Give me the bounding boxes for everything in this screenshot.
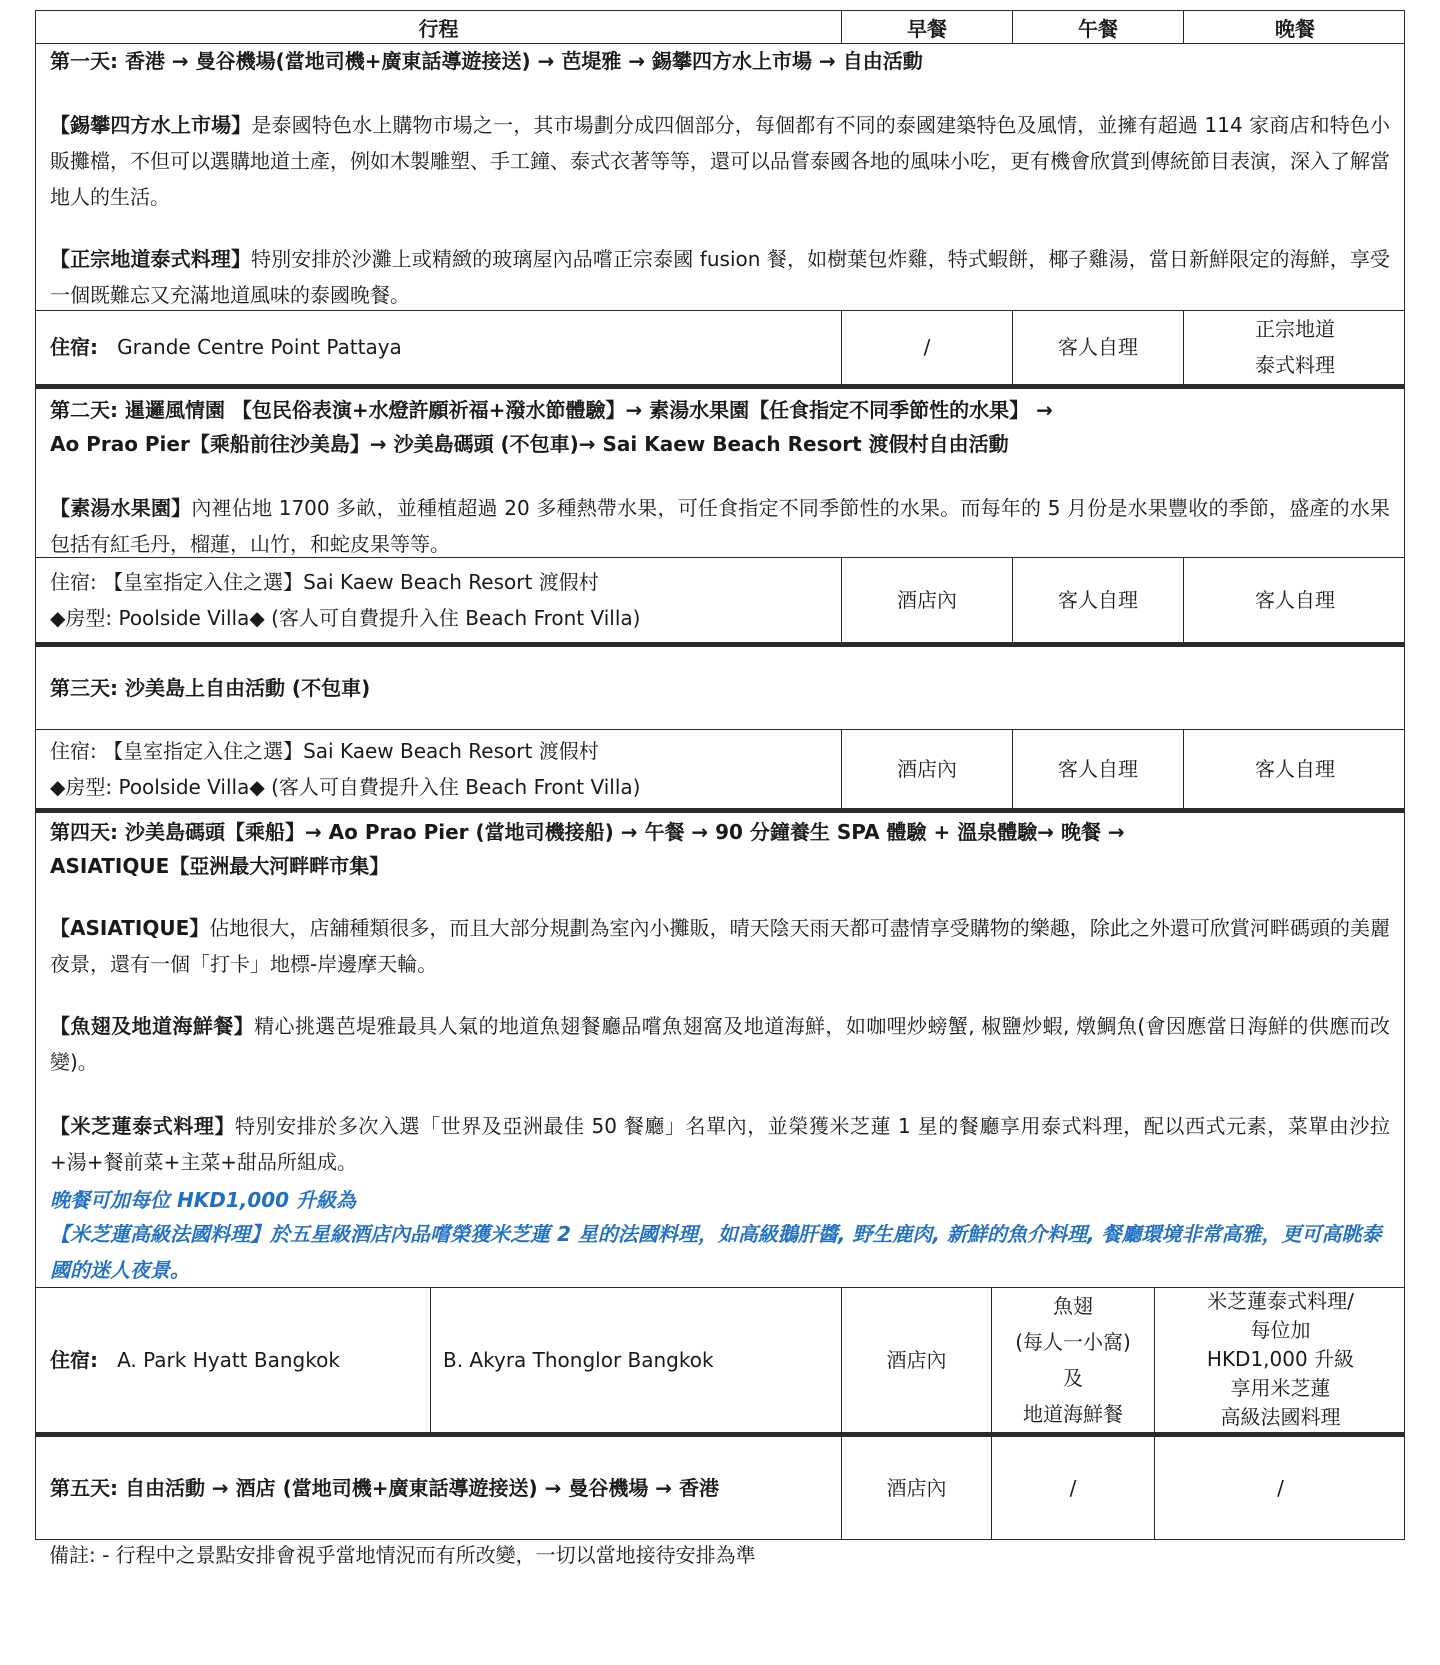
- day-1-breakfast: /: [841, 310, 1012, 384]
- day-1-description: [35, 43, 1405, 311]
- day-4-title-1: 第四天: 沙美島碼頭【乘船】→ Ao Prao Pier (當地司機接船) → 午餐 → 90 分鐘養生 SPA 體驗 + 溫泉體驗→ 晚餐 →: [50, 820, 1125, 844]
- day-2-stay: [50, 557, 640, 642]
- dinner-line: 泰式料理: [1255, 353, 1335, 377]
- day-5-title: [50, 1436, 719, 1539]
- day-3-breakfast: 酒店內: [841, 729, 1012, 808]
- lunch-line: 及: [1063, 1365, 1083, 1390]
- upgrade-note-2: 【米芝蓮高級法國料理】於五星級酒店內品嚐榮獲米芝蓮 2 星的法國料理，如高級鵝肝醬, 野生鹿肉, 新鮮的魚介料理, 餐廳環境非常高雅，更可高眺泰國的迷人夜景。: [50, 1222, 1382, 1282]
- day-3-dinner: 客人自理: [1183, 729, 1406, 808]
- day-2-para-1: [50, 490, 1390, 562]
- day-3-stay: [50, 729, 640, 808]
- para-key: 【ASIATIQUE】: [50, 916, 210, 940]
- day-2-stay-row: [35, 557, 1405, 643]
- para-key: 【錫攀四方水上市場】: [50, 113, 252, 137]
- upgrade-note-1: 晚餐可加每位 HKD1,000 升級為: [50, 1188, 357, 1212]
- day-5-lunch: /: [991, 1436, 1154, 1539]
- day-4-stay-b: [430, 1287, 841, 1432]
- day-4-lunch: [991, 1287, 1154, 1432]
- stay-label: 住宿:: [50, 335, 98, 359]
- day-1-dinner: [1183, 310, 1406, 384]
- day-1-lunch: 客人自理: [1012, 310, 1183, 384]
- para-text: 特別安排於多次入選「世界及亞洲最佳 50 餐廳」名單內，並榮獲米芝蓮 1 星的餐廳享用泰式料理，配以西式元素，菜單由沙拉+湯+餐前菜+主菜+甜品所組成。: [50, 1114, 1391, 1174]
- para-text: 特別安排於沙灘上或精緻的玻璃屋內品嚐正宗泰國 fusion 餐，如樹葉包炸雞，特式蝦餅，椰子雞湯，當日新鮮限定的海鮮，享受一個既難忘又充滿地道風味的泰國晚餐。: [50, 247, 1390, 307]
- day-4-para-2: [50, 1008, 1390, 1080]
- para-text: 精心挑選芭堤雅最具人氣的地道魚翅餐廳品嚐魚翅窩及地道海鮮，如咖哩炒螃蟹, 椒鹽炒蝦, 燉鯛魚(會因應當日海鮮的供應而改變)。: [50, 1014, 1391, 1074]
- day-4-dinner: [1154, 1287, 1406, 1432]
- day-5-title-text: 第五天: 自由活動 → 酒店 (當地司機+廣東話導遊接送) → 曼谷機場 → 香港: [50, 1475, 720, 1500]
- stay-line: ◆房型: Poolside Villa◆ (客人可自費提升入住 Beach Front Villa): [50, 774, 641, 799]
- day-2-dinner: 客人自理: [1183, 557, 1406, 642]
- itinerary-table: [35, 10, 1405, 1620]
- lunch-line: (每人一小窩): [1015, 1329, 1131, 1354]
- stay-line: ◆房型: Poolside Villa◆ (客人可自費提升入住 Beach Front Villa): [50, 605, 641, 630]
- lunch-line: 地道海鮮餐: [1023, 1401, 1123, 1426]
- day-2-title-2: Ao Prao Pier【乘船前往沙美島】→ 沙美島碼頭 (不包車)→ Sai Kaew Beach Resort 渡假村自由活動: [50, 432, 1009, 456]
- day-4-stay-row: [35, 1287, 1405, 1433]
- day-2-breakfast: 酒店內: [841, 557, 1012, 642]
- para-key: 【魚翅及地道海鮮餐】: [50, 1014, 255, 1038]
- day-5-row: [35, 1436, 1405, 1540]
- stay-hotel: B. Akyra Thonglor Bangkok: [443, 1347, 714, 1372]
- table-header: [35, 10, 1405, 44]
- para-key: 【米芝蓮泰式料理】: [50, 1114, 236, 1138]
- day-3-description: [35, 646, 1405, 730]
- para-text: 佔地很大，店舖種類很多，而且大部分規劃為室內小攤販，晴天陰天雨天都可盡情享受購物的樂趣，除此之外還可欣賞河畔碼頭的美麗夜景，還有一個「打卡」地標-岸邊摩天輪。: [50, 916, 1390, 976]
- stay-hotel: Grande Centre Point Pattaya: [117, 335, 402, 359]
- header-breakfast: 早餐: [841, 11, 1012, 43]
- day-4-title-2: ASIATIQUE【亞洲最大河畔畔市集】: [50, 854, 390, 878]
- day-1-stay-row: [35, 310, 1405, 385]
- header-dinner: 晚餐: [1183, 11, 1406, 43]
- day-3-stay-row: [35, 729, 1405, 809]
- dinner-line: 每位加: [1250, 1318, 1311, 1342]
- para-text: 是泰國特色水上購物市場之一，其市場劃分成四個部分，每個都有不同的泰國建築特色及風情，並擁有超過 114 家商店和特色小販攤檔，不但可以選購地道土產，例如木製雕塑、手工鐘、泰式衣著等等，還可以品嘗泰國各地的風味小吃，更有機會欣賞到傳統節目表演，深入了解當地人的生活。: [50, 113, 1391, 209]
- day-3-title: 第三天: 沙美島上自由活動 (不包車): [50, 676, 371, 700]
- para-key: 【素湯水果園】: [50, 496, 192, 520]
- header-lunch: 午餐: [1012, 11, 1183, 43]
- day-3-lunch: 客人自理: [1012, 729, 1183, 808]
- stay-line: 住宿: 【皇室指定入住之選】Sai Kaew Beach Resort 渡假村: [50, 569, 599, 594]
- day-1-title: 第一天: 香港 → 曼谷機場(當地司機+廣東話導遊接送) → 芭堤雅 → 錫攀四方水上市場 → 自由活動: [50, 49, 923, 73]
- day-4-para-1: [50, 910, 1390, 982]
- day-4-para-3: [50, 1108, 1390, 1180]
- lunch-line: 魚翅: [1053, 1293, 1093, 1318]
- stay-label: 住宿:: [50, 1347, 98, 1372]
- day-1-para-1: [50, 107, 1390, 215]
- dinner-line: 正宗地道: [1255, 317, 1335, 341]
- day-5-dinner: /: [1154, 1436, 1406, 1539]
- day-5-breakfast: 酒店內: [841, 1436, 991, 1539]
- day-2-lunch: 客人自理: [1012, 557, 1183, 642]
- day-1-para-2: [50, 241, 1390, 313]
- day-4-stay-a: [50, 1287, 340, 1432]
- dinner-line: 米芝蓮泰式料理/: [1207, 1289, 1354, 1313]
- dinner-line: 享用米芝蓮: [1230, 1376, 1331, 1400]
- footnote: 備註: - 行程中之景點安排會視乎當地情況而有所改變，一切以當地接待安排為準: [49, 1543, 756, 1567]
- day-2-description: [35, 388, 1405, 558]
- para-text: 內裡佔地 1700 多畝，並種植超過 20 多種熱帶水果，可任食指定不同季節性的水果。而每年的 5 月份是水果豐收的季節，盛產的水果包括有紅毛丹，榴蓮，山竹，和蛇皮果等等。: [50, 496, 1391, 556]
- para-key: 【正宗地道泰式料理】: [50, 247, 252, 271]
- dinner-line: 高級法國料理: [1220, 1405, 1341, 1429]
- day-4-description: [35, 812, 1405, 1288]
- day-4-breakfast: 酒店內: [841, 1287, 991, 1432]
- day-2-title-1: 第二天: 暹邏風情園 【包民俗表演+水燈許願祈福+潑水節體驗】→ 素湯水果園【任食指定不同季節性的水果】 →: [50, 398, 1053, 422]
- dinner-line: HKD1,000 升級: [1206, 1347, 1355, 1371]
- day-1-stay: [50, 310, 402, 384]
- stay-line: 住宿: 【皇室指定入住之選】Sai Kaew Beach Resort 渡假村: [50, 738, 599, 763]
- header-itinerary: 行程: [418, 16, 459, 41]
- stay-hotel: A. Park Hyatt Bangkok: [117, 1347, 340, 1372]
